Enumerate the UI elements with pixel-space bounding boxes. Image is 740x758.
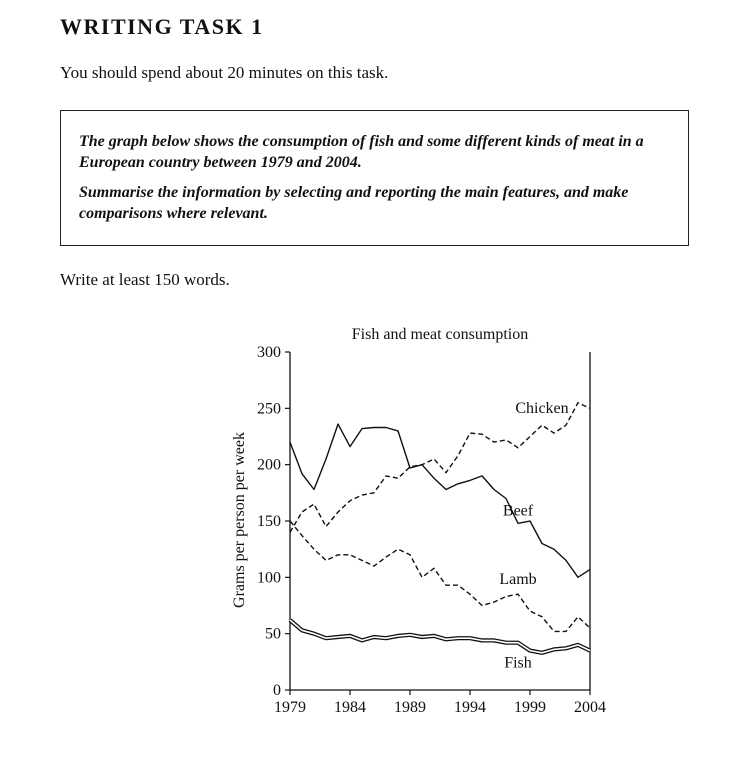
- chicken-line: [290, 403, 590, 533]
- y-tick-label: 100: [257, 569, 281, 587]
- x-tick-label: 1984: [334, 699, 366, 716]
- x-tick-label: 1979: [274, 699, 306, 716]
- chicken-label: Chicken: [515, 399, 569, 417]
- task-directive: Summarise the information by selecting and reporting the main features, and make comparisons where relevant.: [79, 184, 629, 222]
- y-tick-label: 300: [257, 344, 281, 361]
- chart-title: Fish and meat consumption: [351, 326, 529, 343]
- page-heading: WRITING TASK 1: [60, 14, 264, 39]
- x-tick-label: 1989: [394, 699, 426, 716]
- lamb-label: Lamb: [499, 571, 537, 589]
- beef-label: Beef: [502, 502, 534, 520]
- y-tick-label: 200: [257, 456, 281, 474]
- y-tick-label: 50: [265, 625, 281, 643]
- chart-series: [290, 403, 590, 653]
- task-description: The graph below shows the consumption of fish and some different kinds of meat in a European country between 1979 and 2004.: [79, 133, 644, 171]
- y-tick-label: 0: [273, 682, 281, 699]
- y-axis-label: Grams per person per week: [231, 432, 248, 608]
- word-count-requirement: Write at least 150 words.: [60, 270, 230, 289]
- y-tick-label: 250: [257, 400, 281, 418]
- x-tick-label: 1999: [514, 699, 546, 716]
- y-tick-label: 150: [257, 513, 281, 530]
- x-tick-label: 1994: [454, 699, 486, 716]
- beef-line: [290, 424, 590, 577]
- time-instruction: You should spend about 20 minutes on this task.: [60, 63, 389, 82]
- fish-line: [290, 620, 590, 653]
- fish-label: Fish: [504, 654, 532, 672]
- x-tick-label: 2004: [574, 699, 606, 716]
- lamb-line: [290, 521, 590, 631]
